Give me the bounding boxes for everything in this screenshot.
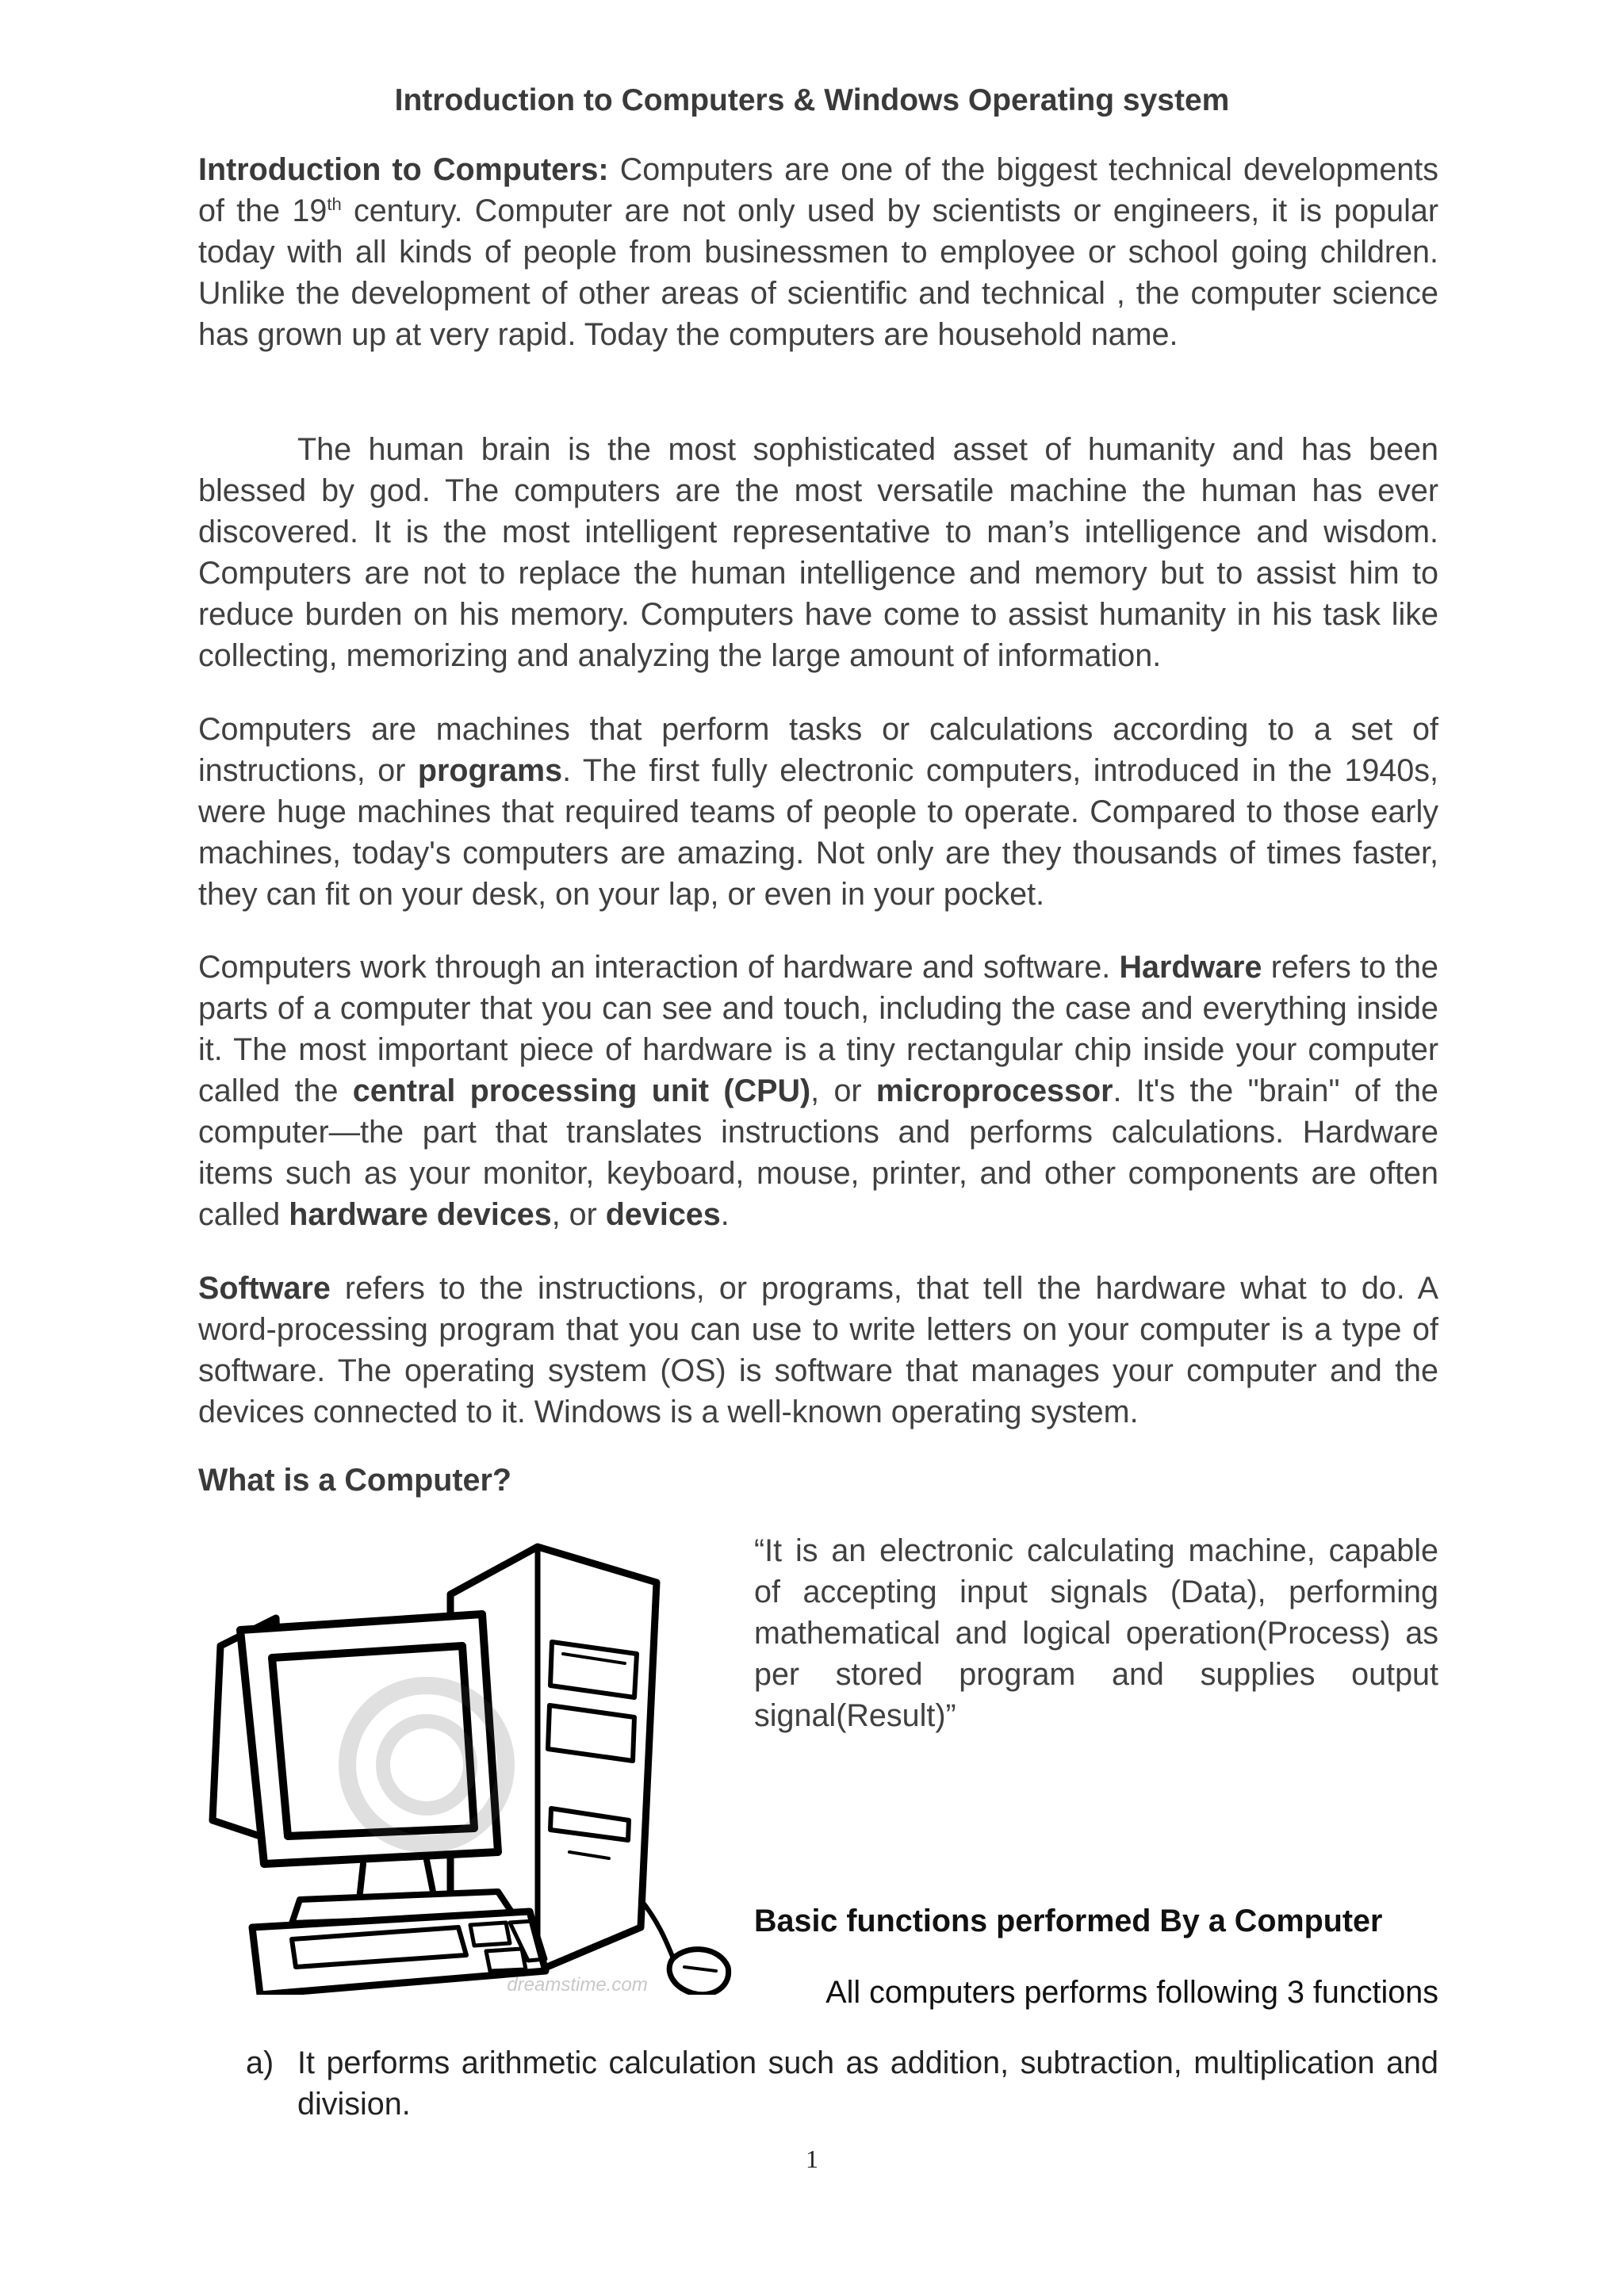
what-is-computer-heading: What is a Computer?	[198, 1463, 512, 1498]
human-brain-paragraph: The human brain is the most sophisticated asset of humanity and has been blessed by god. The computers are the most versatile machine the human has ever discovered. It is the most intelligent representative to man’s intelligence and wisdom. Computers are not to replace the human intelligence and memory but to assist him to reduce burden on his memory. Computers have come to assist humanity in his task like collecting, memorizing and analyzing the large amount of information.	[198, 432, 1438, 673]
page-number: 1	[806, 2145, 818, 2173]
machines-paragraph: Computers are machines that perform tasks or calculations according to a set of instructions, or programs. The first fully electronic computers, introduced in the 1940s, were huge machines that required teams of people to operate. Compared to those early machines, today's computers are amazing. Not only are they thousands of times faster, they can fit on your desk, on your lap, or even in your pocket.	[198, 712, 1438, 912]
basic-functions-heading: Basic functions performed By a Computer	[754, 1904, 1383, 1938]
computer-illustration-icon	[197, 1527, 736, 1995]
list-item	[246, 2042, 1438, 2125]
image-watermark: dreamstime.com	[507, 1974, 648, 1995]
functions-intro: All computers performs following 3 functions	[825, 1975, 1438, 2010]
intro-lead: Introduction to Computers:	[198, 152, 609, 187]
software-paragraph: Software refers to the instructions, or programs, that tell the hardware what to do. A word-processing program that you can use to write letters on your computer is a type of software. The operating system (OS) is software that manages your computer and the devices connected to it. Windows is a well-known operating system.	[198, 1271, 1438, 1429]
computer-definition-quote: “It is an electronic calculating machine, capable of accepting input signals (Data), performing mathematical and logical operation(Process) as per stored program and supplies output signal(Result)”	[754, 1533, 1438, 1733]
list-marker: a)	[246, 2045, 274, 2080]
document-title: Introduction to Computers & Windows Operating system	[394, 83, 1230, 117]
intro-paragraph: Introduction to Computers: Computers are one of the biggest technical developments of the 19th century. Computer are not only used by scientists or engineers, it is popular today with all kinds of people from businessmen to employee or school going children. Unlike the development of other areas of scientific and technical , the computer science has grown up at very rapid. Today the computers are household name.	[198, 152, 1438, 352]
list-item-text: It performs arithmetic calculation such as addition, subtraction, multiplication and division.	[297, 2045, 1438, 2122]
hardware-paragraph: Computers work through an interaction of hardware and software. Hardware refers to the parts of a computer that you can see and touch, including the case and everything inside it. The most important piece of hardware is a tiny rectangular chip inside your computer called the central processing unit (CPU), or microprocessor. It's the "brain" of the computer—the part that translates instructions and performs calculations. Hardware items such as your monitor, keyboard, mouse, printer, and other components are often called hardware devices, or devices.	[198, 950, 1438, 1232]
